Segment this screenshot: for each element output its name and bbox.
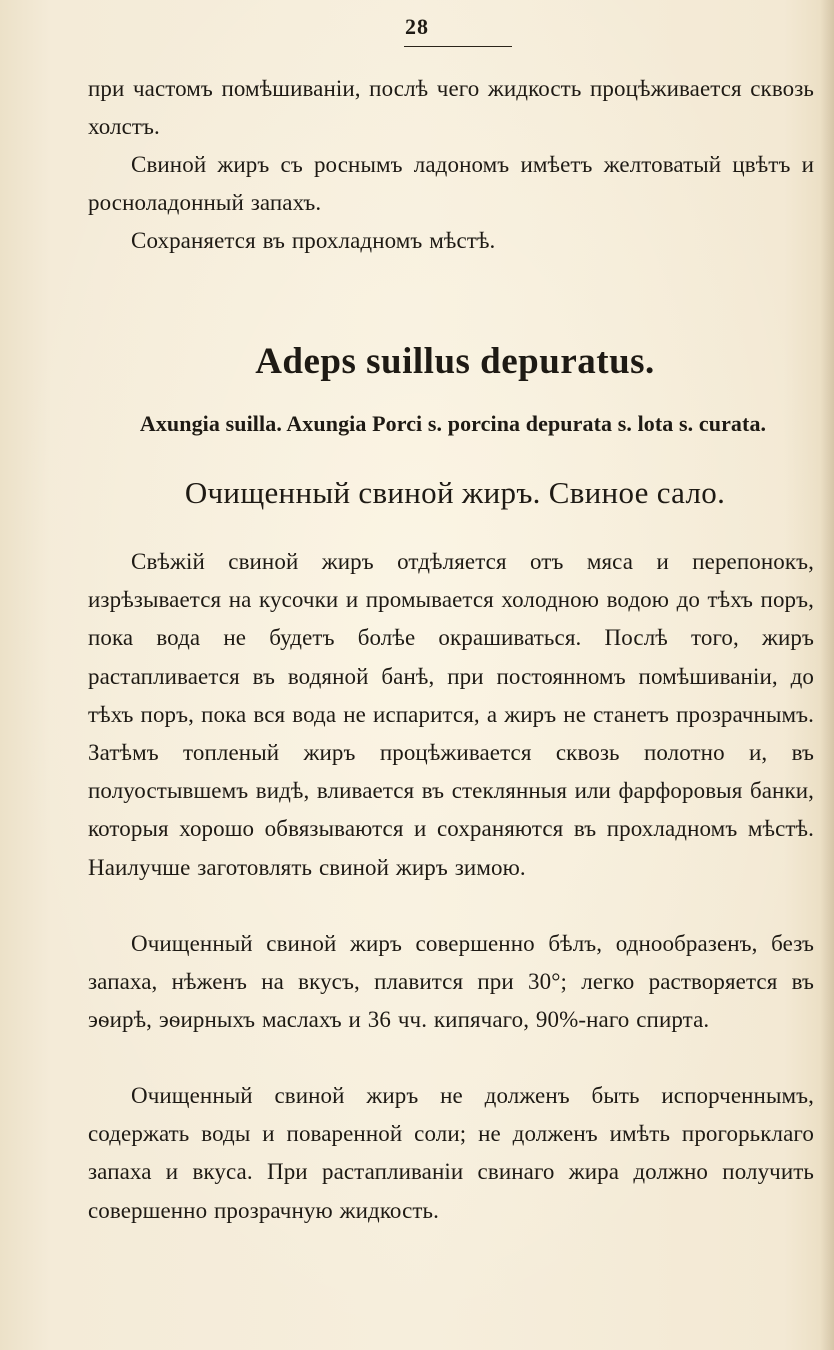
page-edge-shadow [820, 0, 834, 1350]
paragraph-colour-smell: Свиной жиръ съ роснымъ ладономъ имѣетъ желтоватый цвѣтъ и росноладонный запахъ. [88, 152, 814, 216]
paragraph-properties: Очищенный свиной жиръ совершенно бѣлъ, однообразенъ, безъ запаха, нѣженъ на вкусъ, плавится при 30°; легко растворяется въ эѳирѣ, эѳирныхъ маслахъ и 36 чч. кипячаго, 90%-наго спирта. [88, 931, 814, 1033]
page-number-rule [404, 46, 512, 47]
page-number: 28 [405, 14, 429, 39]
article-synonyms: Axungia suilla. Axungia Porci s. porcina depurata s. lota s. curata. [139, 411, 767, 436]
article-title-latin: Adeps suillus depuratus. [255, 341, 655, 382]
paragraph-storage: Сохраняется въ прохладномъ мѣстѣ. [131, 228, 496, 253]
continued-paragraph: при частомъ помѣшиванiи, послѣ чего жидкость процѣживается сквозь холстъ. [88, 76, 814, 140]
paragraph-preparation: Свѣжiй свиной жиръ отдѣляется отъ мяса и перепонокъ, изрѣзывается на кусочки и промывается холодною водою до тѣхъ поръ, пока вода не будетъ болѣе окрашиваться. Послѣ того, жиръ растапливается въ водяной банѣ, при постоянномъ помѣшиванiи, до тѣхъ поръ, пока вся вода не испарится, а жиръ не станетъ прозрачнымъ. Затѣмъ топленый жиръ процѣживается сквозь полотно и, въ полуостывшемъ видѣ, вливается въ стеклянныя или фарфоровыя банки, которыя хорошо обвязываются и сохраняются въ прохладномъ мѣстѣ. Наилучше заготовлять свиной жиръ зимою. [88, 549, 814, 880]
paragraph-purity: Очищенный свиной жиръ не долженъ быть испорченнымъ, содержать воды и поваренной соли; не долженъ имѣть прогорьклаго запаха и вкуса. При растапливанiи свинаго жира должно получить совершенно прозрачную жидкость. [88, 1083, 814, 1223]
article-title-russian: Очищенный свиной жиръ. Свиное сало. [184, 475, 726, 510]
